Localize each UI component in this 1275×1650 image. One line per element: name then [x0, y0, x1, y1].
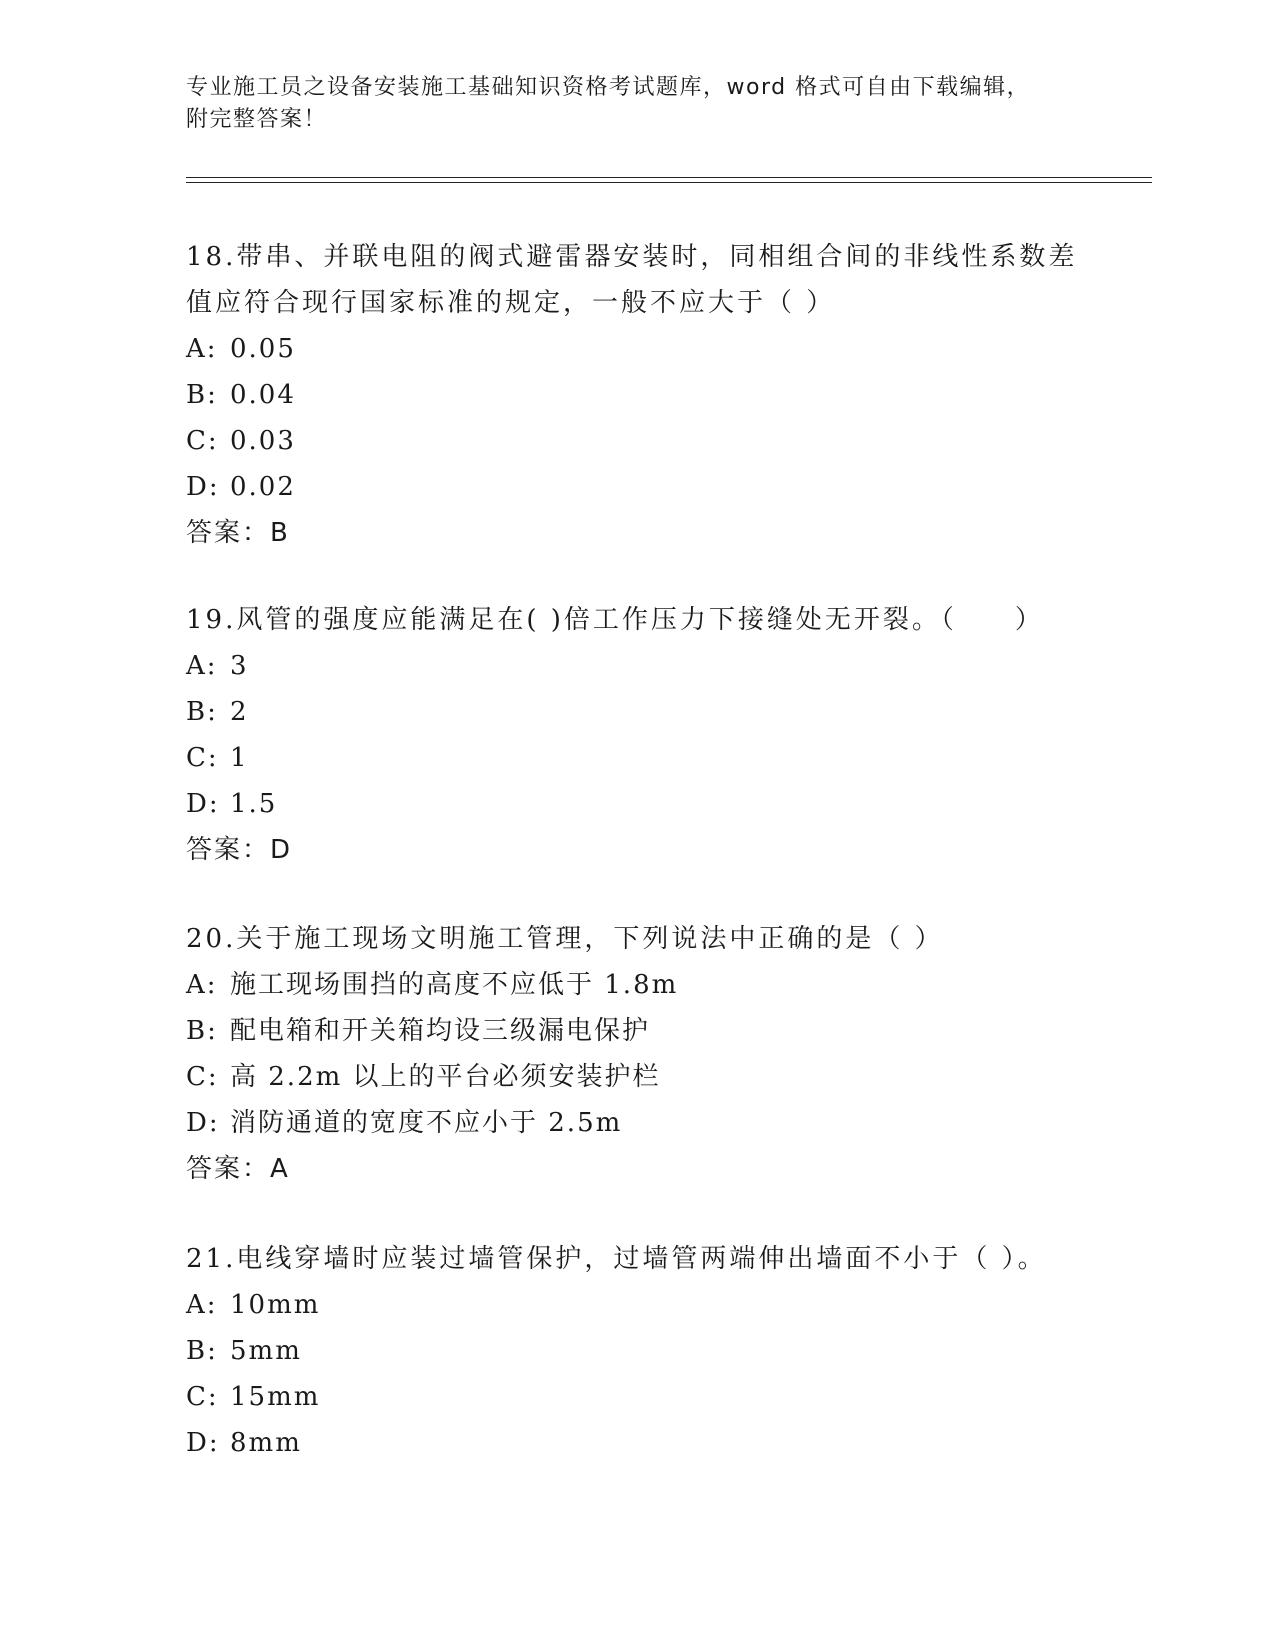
question-text-line: 21.电线穿墙时应装过墙管保护，过墙管两端伸出墙面不小于（ ）。 — [186, 1244, 1047, 1274]
option-c — [186, 735, 1086, 781]
option-b — [186, 689, 1086, 735]
option-d — [186, 1420, 1086, 1466]
option-key: B: — [186, 380, 218, 410]
option-value: 15mm — [230, 1382, 321, 1412]
option-b — [186, 1328, 1086, 1374]
option-key: A: — [186, 1290, 218, 1320]
question-text-line: 19.风管的强度应能满足在( )倍工作压力下接缝处无开裂。（ ） — [186, 605, 1044, 635]
answer-line: 答案：A — [186, 1154, 290, 1184]
option-key: B: — [186, 1336, 218, 1366]
option-value: 1 — [230, 743, 249, 773]
option-key: D: — [186, 789, 220, 819]
option-key: C: — [186, 1062, 219, 1092]
header-line-1: 专业施工员之设备安装施工基础知识资格考试题库，word 格式可自由下载编辑， — [186, 75, 1031, 100]
header-line-2: 附完整答案！ — [186, 107, 328, 132]
option-a — [186, 326, 1086, 372]
option-key: A: — [186, 970, 218, 1000]
option-value: 10mm — [230, 1290, 321, 1320]
option-value: 2 — [230, 697, 249, 727]
option-key: B: — [186, 697, 218, 727]
option-value: 消防通道的宽度不应小于 2.5m — [230, 1108, 623, 1138]
option-c — [186, 1374, 1086, 1420]
option-key: C: — [186, 1382, 219, 1412]
option-key: C: — [186, 743, 219, 773]
option-value: 3 — [230, 651, 249, 681]
option-b — [186, 372, 1086, 418]
question-19 — [186, 597, 1086, 873]
question-21 — [186, 1236, 1086, 1466]
option-value: 0.05 — [230, 334, 296, 364]
option-value: 1.5 — [230, 789, 278, 819]
option-a — [186, 643, 1086, 689]
option-value: 施工现场围挡的高度不应低于 1.8m — [230, 970, 679, 1000]
option-key: D: — [186, 1428, 220, 1458]
option-d — [186, 464, 1086, 510]
option-d — [186, 1100, 1086, 1146]
option-value: 5mm — [230, 1336, 302, 1366]
option-value: 8mm — [230, 1428, 302, 1458]
question-text-line: 18.带串、并联电阻的阀式避雷器安装时，同相组合间的非线性系数差 — [186, 242, 1078, 272]
answer-line: 答案：B — [186, 518, 290, 548]
option-key: A: — [186, 334, 218, 364]
option-value: 0.03 — [230, 426, 296, 456]
option-value: 配电箱和开关箱均设三级漏电保护 — [230, 1016, 651, 1046]
option-key: B: — [186, 1016, 218, 1046]
question-20 — [186, 916, 1086, 1192]
option-c — [186, 1054, 1086, 1100]
option-d — [186, 781, 1086, 827]
question-18 — [186, 234, 1086, 556]
question-text-line: 20.关于施工现场文明施工管理，下列说法中正确的是（ ） — [186, 924, 944, 954]
answer-line: 答案：D — [186, 835, 293, 865]
option-c — [186, 418, 1086, 464]
option-key: D: — [186, 1108, 220, 1138]
question-text-line: 值应符合现行国家标准的规定，一般不应大于（ ） — [186, 288, 836, 318]
option-b — [186, 1008, 1086, 1054]
option-a — [186, 962, 1086, 1008]
option-key: D: — [186, 472, 220, 502]
option-value: 高 2.2m 以上的平台必须安装护栏 — [230, 1062, 661, 1092]
option-value: 0.02 — [230, 472, 296, 502]
option-key: C: — [186, 426, 219, 456]
document-header — [186, 72, 1086, 136]
header-divider-top — [186, 177, 1152, 178]
option-a — [186, 1282, 1086, 1328]
header-divider-bottom — [186, 182, 1152, 183]
option-value: 0.04 — [230, 380, 296, 410]
option-key: A: — [186, 651, 218, 681]
